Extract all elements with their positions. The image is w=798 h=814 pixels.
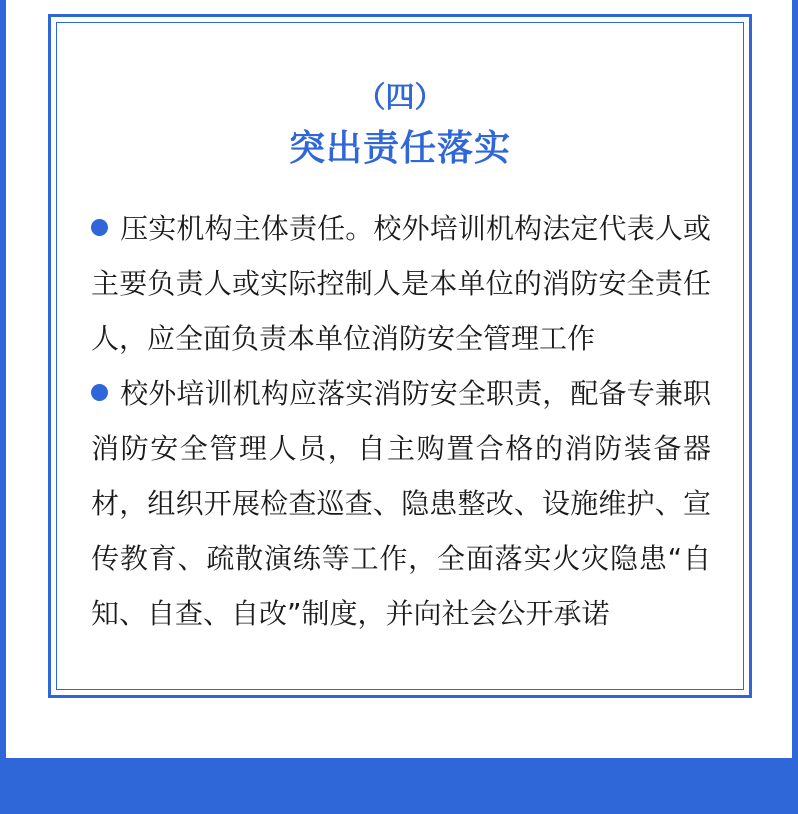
bullet-dot-icon <box>91 219 108 236</box>
bottom-accent-band <box>0 758 798 814</box>
left-accent-bar <box>0 0 6 760</box>
paragraph-1-text: 压实机构主体责任。校外培训机构法定代表人或主要负责人或实际控制人是本单位的消防安全责任人，应全面负责本单位消防安全管理工作 <box>91 212 711 355</box>
paragraph-1 <box>91 201 711 366</box>
right-accent-bar <box>792 0 798 760</box>
bullet-dot-icon <box>91 384 108 401</box>
paragraph-2-text: 校外培训机构应落实消防安全职责，配备专兼职消防安全管理人员，自主购置合格的消防装备器材，组织开展检查巡查、隐患整改、设施维护、宣传教育、疏散演练等工作，全面落实火灾隐患“自知、自查、自改”制度，并向社会公开承诺 <box>91 377 711 630</box>
section-number: （四） <box>356 80 444 114</box>
section-title: 突出责任落实 <box>288 128 511 169</box>
paragraph-2 <box>91 366 711 641</box>
section-body <box>91 201 711 641</box>
content-frame <box>48 14 752 698</box>
